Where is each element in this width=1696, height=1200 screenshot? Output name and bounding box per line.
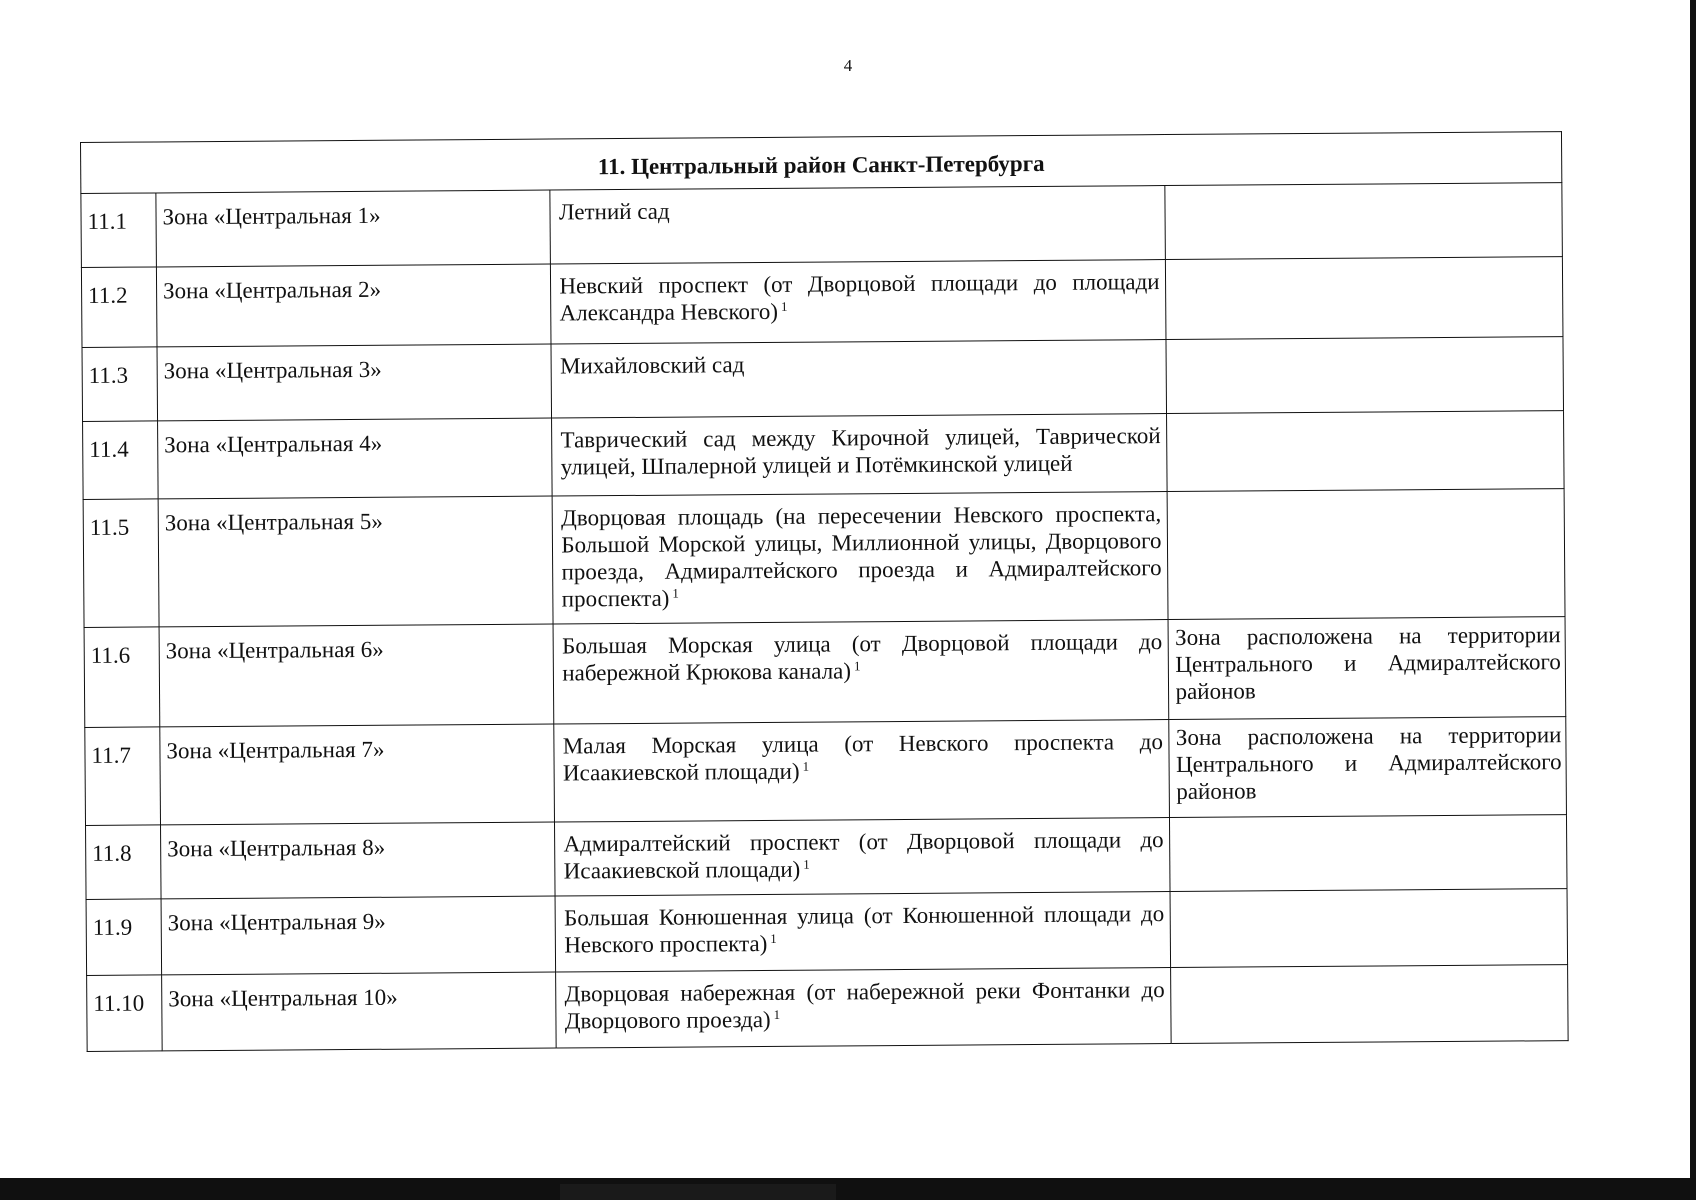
location-text: Таврический сад между Кирочной улицей, Таврической улицей, Шпалерной улицей и Потёмкинской улицей [560, 423, 1161, 480]
page-number: 4 [843, 56, 853, 75]
table-row [81, 257, 1563, 348]
zone-note [1168, 489, 1565, 620]
zone-name: Зона «Центральная 9» [161, 896, 556, 975]
row-number: 11.9 [86, 899, 162, 976]
row-number: 11.10 [87, 975, 163, 1052]
zones-table [80, 131, 1569, 1052]
footnote-marker: 1 [770, 930, 777, 946]
zone-location [552, 492, 1168, 625]
table-row [86, 815, 1568, 900]
row-number: 11.4 [83, 421, 159, 500]
location-text: Малая Морская улица (от Невского проспекта до Исаакиевской площади) [562, 729, 1163, 786]
row-number: 11.8 [86, 825, 162, 900]
zone-location [551, 340, 1167, 419]
row-number: 11.2 [81, 267, 157, 348]
zone-note [1167, 411, 1564, 492]
zone-location [551, 260, 1167, 345]
table-row [84, 617, 1566, 728]
zone-name: Зона «Центральная 6» [159, 624, 554, 727]
table-row [87, 965, 1569, 1052]
row-number: 11.7 [85, 727, 161, 826]
footnote-marker: 1 [802, 758, 810, 774]
zone-location [556, 968, 1172, 1049]
footnote-marker: 1 [853, 658, 861, 674]
zone-location [553, 620, 1169, 725]
table-row [83, 411, 1565, 500]
footnote-marker: 1 [803, 856, 810, 872]
zone-location [555, 818, 1171, 897]
row-number: 11.5 [83, 499, 159, 628]
location-text: Летний сад [558, 198, 670, 225]
row-number: 11.6 [84, 627, 160, 728]
footnote-marker: 1 [672, 585, 679, 601]
zone-name: Зона «Центральная 8» [161, 822, 556, 899]
zone-name: Зона «Центральная 5» [158, 496, 553, 627]
location-text: Невский проспект (от Дворцовой площади до площади Александра Невского) [559, 269, 1160, 326]
location-text: Дворцовая набережная (от набережной реки Фонтанки до Дворцового проезда) [564, 977, 1165, 1034]
zone-note [1170, 815, 1567, 892]
zone-name: Зона «Центральная 1» [156, 190, 551, 267]
location-text: Большая Морская улица (от Дворцовой площади до набережной Крюкова канала) [561, 629, 1163, 686]
scan-edge-bottom-mark [560, 1184, 836, 1200]
zone-location [552, 414, 1168, 497]
row-number: 11.3 [82, 347, 158, 422]
table-title: 11. Центральный район Санкт-Петербурга [81, 132, 1562, 194]
row-number: 11.1 [81, 193, 157, 268]
location-text: Адмиралтейский проспект (от Дворцовой площади до Исаакиевской площади) [563, 827, 1164, 884]
zone-name: Зона «Центральная 3» [157, 344, 552, 421]
zone-location [550, 186, 1166, 265]
zone-note [1165, 183, 1562, 260]
footnote-marker: 1 [773, 1006, 781, 1022]
footnote-marker: 1 [780, 298, 788, 314]
table-row [86, 889, 1568, 976]
zone-note [1166, 337, 1563, 414]
location-text: Большая Конюшенная улица (от Конюшенной площади до Невского проспекта) [563, 901, 1165, 958]
zone-name: Зона «Центральная 10» [162, 972, 557, 1051]
zone-note [1166, 257, 1563, 340]
zone-note: Зона расположена на территории Центрального и Адмиралтейского районов [1169, 717, 1566, 818]
location-text: Дворцовая площадь (на пересечении Невского проспекта, Большой Морской улицы, Миллионной улицы, Дворцового проезда, Адмиралтейского проезда и Адмиралтейского проспекта) [561, 501, 1162, 612]
zone-name: Зона «Центральная 7» [160, 724, 555, 825]
location-text: Михайловский сад [559, 352, 745, 379]
zone-location [555, 892, 1171, 973]
table-row [85, 717, 1567, 826]
scan-edge-right [1690, 0, 1696, 1178]
table-row [83, 489, 1565, 628]
zone-note [1170, 889, 1567, 968]
table-row [82, 337, 1564, 422]
zones-table-container [80, 131, 1569, 1052]
zone-location [554, 720, 1170, 823]
scan-edge-bottom [0, 1178, 1696, 1200]
zone-note [1171, 965, 1568, 1044]
zone-name: Зона «Центральная 2» [156, 264, 551, 347]
zone-name: Зона «Центральная 4» [158, 418, 553, 499]
zone-note: Зона расположена на территории Центрального и Адмиралтейского районов [1168, 617, 1565, 720]
table-row [81, 183, 1563, 268]
